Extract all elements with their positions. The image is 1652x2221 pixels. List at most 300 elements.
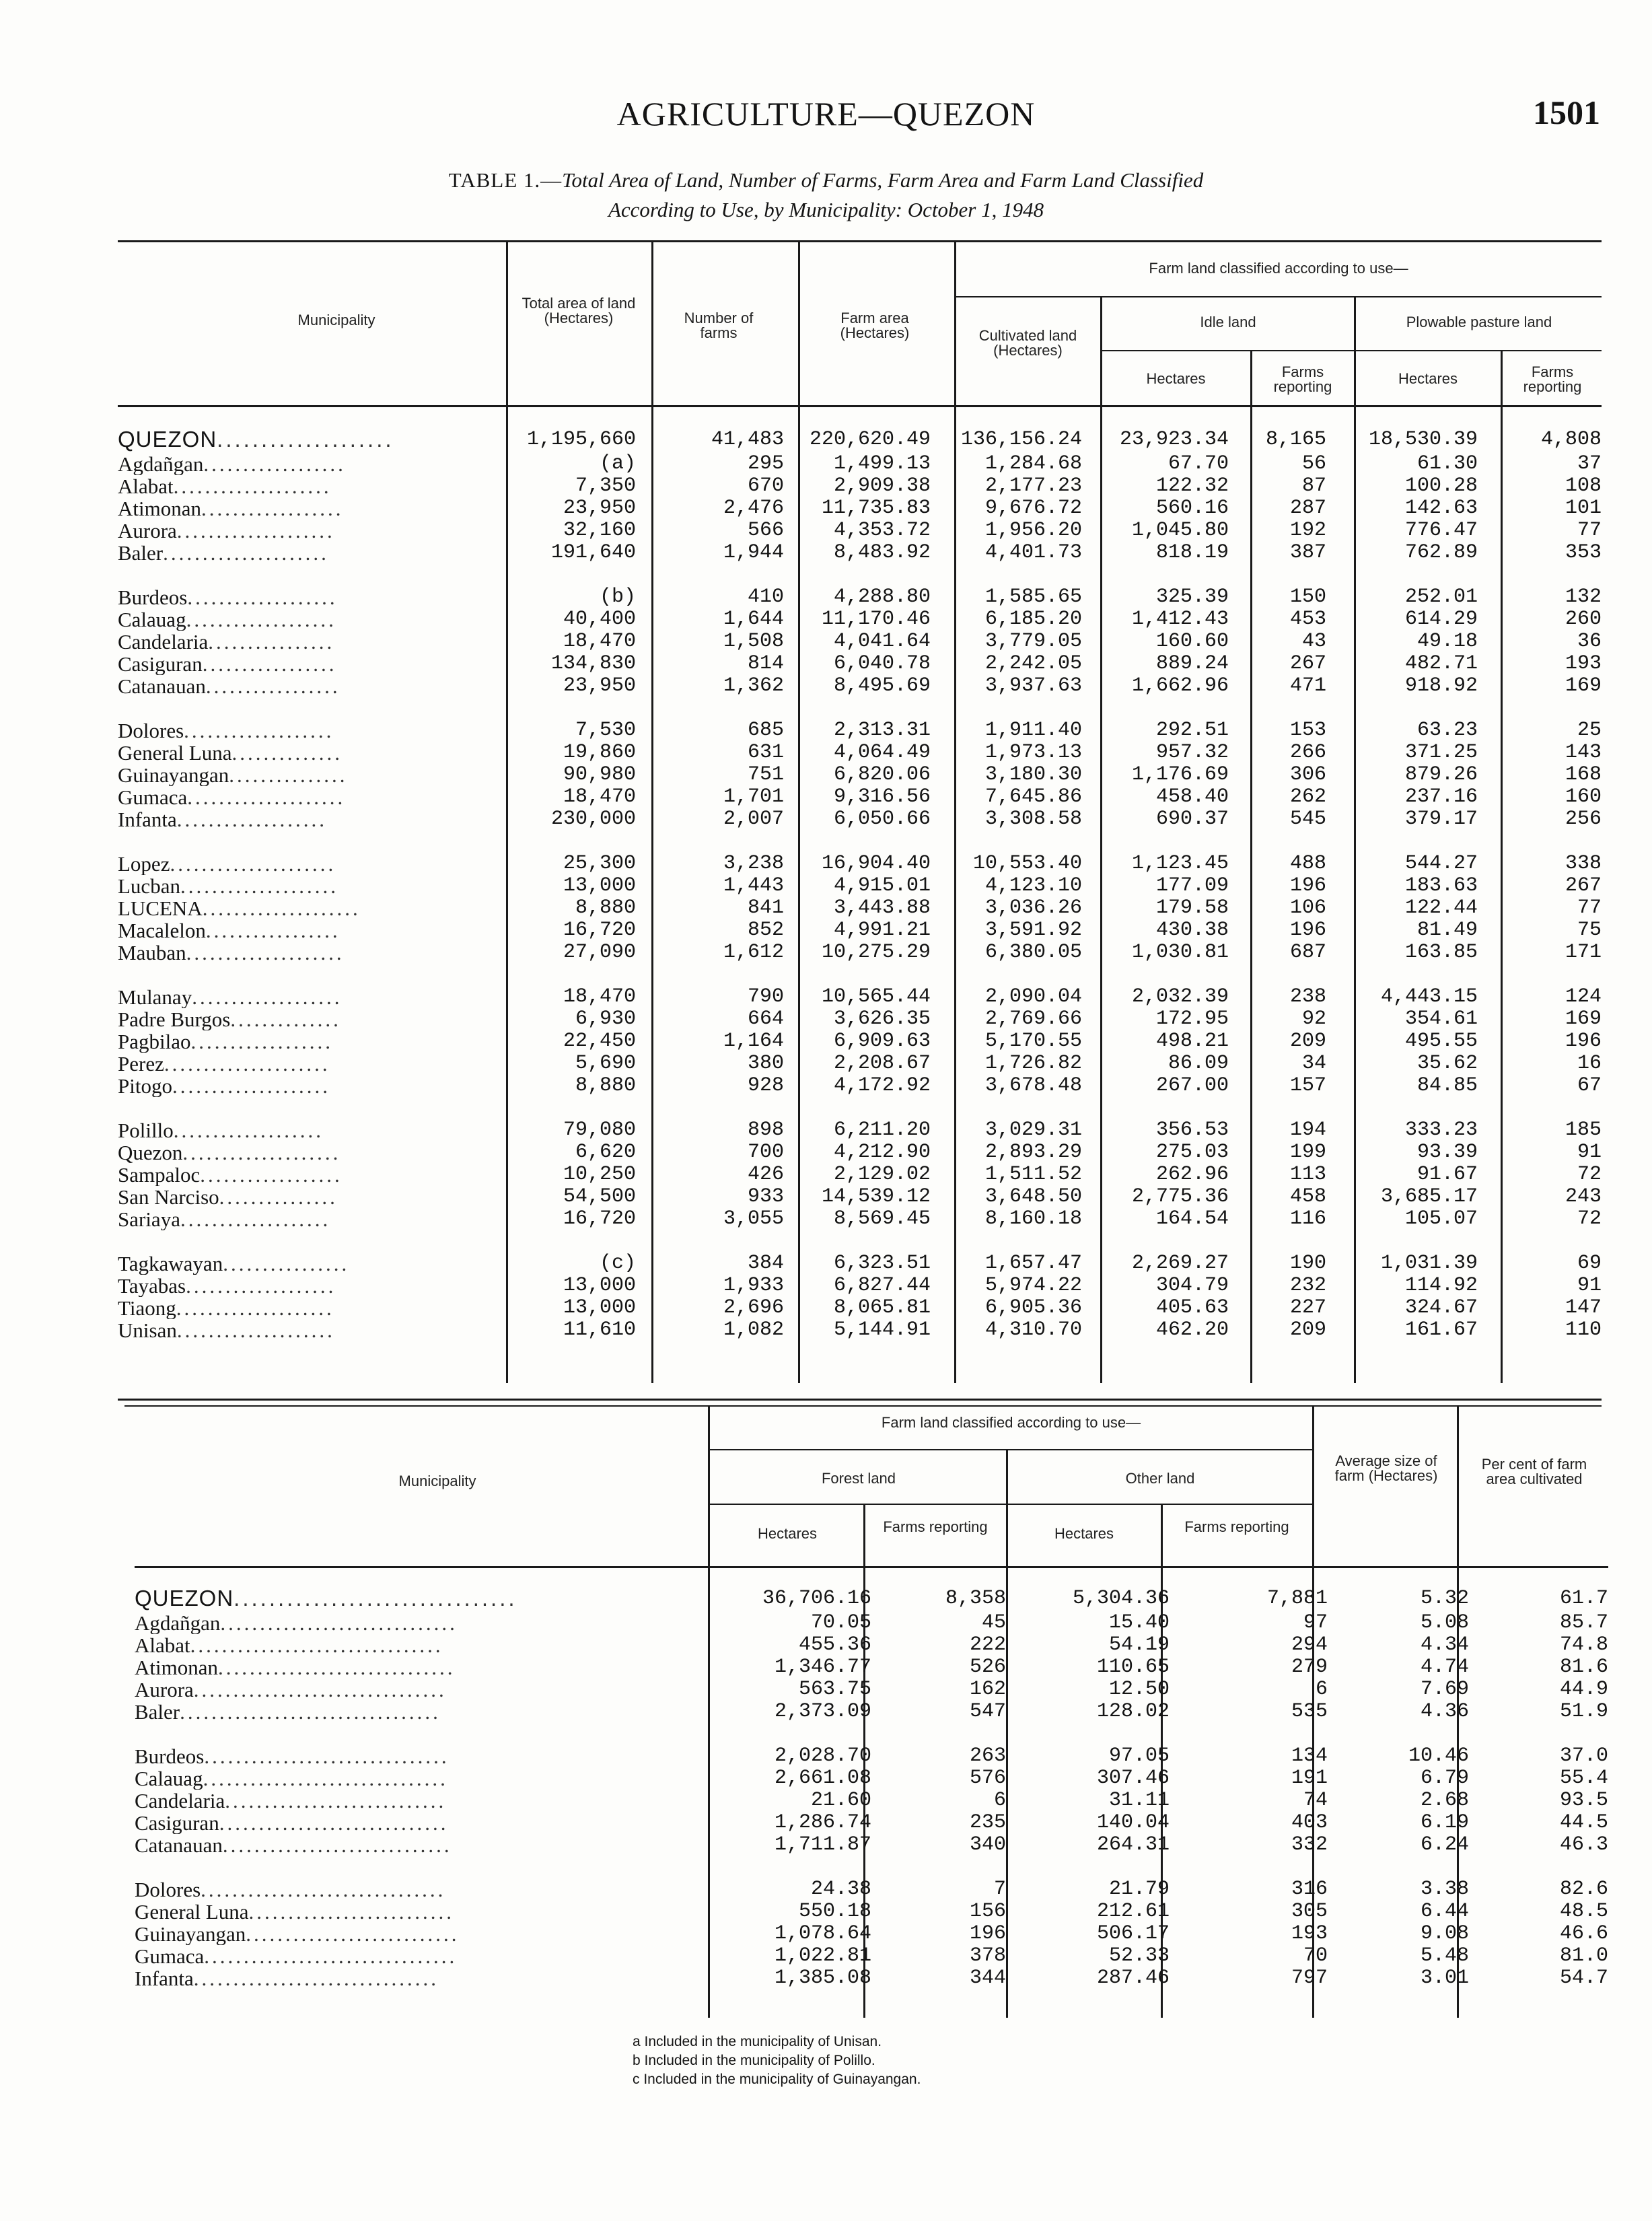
cell-value: 110 <box>1565 1319 1602 1341</box>
cell-value: 3,779.05 <box>984 631 1082 653</box>
municipality-label: Alabat <box>135 1634 190 1656</box>
cell-value: 209 <box>1289 1030 1326 1053</box>
cell-value: 2,476 <box>723 497 784 520</box>
cell-value: 670 <box>747 475 784 497</box>
cell-value: 6,185.20 <box>984 608 1082 631</box>
cell-value: 576 <box>969 1767 1006 1790</box>
cell-value: 2,893.29 <box>984 1141 1082 1164</box>
cell-value: 5,974.22 <box>984 1275 1082 1297</box>
cell-value: 185 <box>1565 1119 1602 1141</box>
leader-dots: .......................... <box>248 1901 455 1923</box>
cell-value: 212.61 <box>1096 1901 1170 1923</box>
table-row <box>118 919 1602 942</box>
cell-value: 4,310.70 <box>984 1319 1082 1341</box>
cell-value: 1,701 <box>723 786 784 808</box>
cell-value: 237.16 <box>1404 786 1478 808</box>
cell-value: 8,160.18 <box>984 1208 1082 1230</box>
municipality-label: Guinayangan <box>135 1923 246 1945</box>
cell-value: 136,156.24 <box>960 428 1082 451</box>
cell-value: 482.71 <box>1404 653 1478 675</box>
leader-dots: .................. <box>201 497 344 520</box>
cell-value: 3,937.63 <box>984 675 1082 697</box>
cell-value: 2,090.04 <box>984 986 1082 1008</box>
header2-classified: Farm land classified according to use— <box>881 1414 1141 1431</box>
municipality-name <box>118 1008 506 1030</box>
municipality-name <box>118 897 506 919</box>
municipality-label: Catanauan <box>135 1834 223 1856</box>
table-row <box>135 1679 1608 1701</box>
cell-value: 405.63 <box>1155 1297 1229 1319</box>
cell-value: 16,720 <box>563 919 636 942</box>
cell-value: 13,000 <box>563 1275 636 1297</box>
table2-body <box>135 1585 1608 1989</box>
cell-value: 2,242.05 <box>984 653 1082 675</box>
cell-value: 19,860 <box>563 742 636 764</box>
municipality-label: Casiguran <box>118 653 203 675</box>
spacer-cell <box>118 697 1602 719</box>
cell-value: 8,358 <box>945 1587 1006 1610</box>
cell-value: 9,316.56 <box>833 786 931 808</box>
municipality-label: LUCENA <box>118 897 203 919</box>
cell-value: 563.75 <box>798 1679 871 1701</box>
cell-value: 252.01 <box>1404 586 1478 608</box>
cell-value: 238 <box>1289 986 1326 1008</box>
municipality-label: Gumaca <box>118 786 188 808</box>
cell-value: 371.25 <box>1404 742 1478 764</box>
cell-value: 458 <box>1289 1186 1326 1208</box>
cell-value: 93.5 <box>1559 1790 1608 1812</box>
cell-value: 5,304.36 <box>1072 1587 1170 1610</box>
cell-value: 46.6 <box>1559 1923 1608 1945</box>
leader-dots: ................... <box>180 1208 331 1230</box>
cell-value: 37 <box>1577 453 1602 475</box>
cell-value: 1,956.20 <box>984 520 1082 542</box>
municipality-label: Agdañgan <box>118 453 204 475</box>
cell-value: 1,082 <box>723 1319 784 1341</box>
cell-value: 160.60 <box>1155 631 1229 653</box>
municipality-label: Tiaong <box>118 1297 176 1319</box>
cell-value: 1,078.64 <box>774 1923 871 1945</box>
leader-dots: ................................ <box>204 1945 458 1967</box>
municipality-name <box>118 919 506 942</box>
municipality-label: Atimonan <box>118 497 201 520</box>
cell-value: 8,065.81 <box>833 1297 931 1319</box>
municipality-name <box>118 520 506 542</box>
municipality-name <box>118 1030 506 1053</box>
municipality-name <box>135 1701 708 1723</box>
cell-value: 1,443 <box>723 875 784 897</box>
running-head: AGRICULTURE—QUEZON <box>616 95 1036 133</box>
cell-value: 12.50 <box>1108 1679 1170 1701</box>
cell-value: 70.05 <box>810 1612 871 1634</box>
cell-value: 160 <box>1565 786 1602 808</box>
leader-dots: ............................. <box>219 1812 449 1834</box>
municipality-label: Infanta <box>135 1967 194 1989</box>
municipality-name <box>118 1075 506 1097</box>
cell-value: 898 <box>747 1119 784 1141</box>
cell-value: 2,177.23 <box>984 475 1082 497</box>
cell-value: 92 <box>1301 1008 1326 1030</box>
cell-value: 2,129.02 <box>833 1164 931 1186</box>
municipality-name <box>135 1767 708 1790</box>
cell-value: 1,585.65 <box>984 586 1082 608</box>
cell-value: 3,443.88 <box>833 897 931 919</box>
cell-value: 8,483.92 <box>833 542 931 564</box>
cell-value: 4.36 <box>1420 1701 1469 1723</box>
group-spacer <box>118 564 1602 586</box>
cell-value: 122.32 <box>1155 475 1229 497</box>
leader-dots: ................................ <box>193 1679 447 1701</box>
table-row <box>118 586 1602 608</box>
cell-value: 232 <box>1289 1275 1326 1297</box>
leader-dots: .................. <box>203 453 346 475</box>
table1-body <box>118 426 1602 1341</box>
cell-value: 3,055 <box>723 1208 784 1230</box>
cell-value: 410 <box>747 586 784 608</box>
table-row <box>118 1141 1602 1164</box>
cell-value: 46.3 <box>1559 1834 1608 1856</box>
leader-dots: ..................... <box>170 853 336 875</box>
municipality-name <box>135 1656 708 1679</box>
cell-value: 1,662.96 <box>1131 675 1229 697</box>
municipality-name <box>118 742 506 764</box>
municipality-name <box>135 1790 708 1812</box>
cell-value: 1,973.13 <box>984 742 1082 764</box>
municipality-label: Perez <box>118 1053 164 1075</box>
cell-value: 134 <box>1291 1745 1328 1767</box>
table-row <box>135 1901 1608 1923</box>
municipality-label: Sampaloc <box>118 1164 201 1186</box>
header-total-area: Total area of land (Hectares) <box>522 295 636 326</box>
cell-value: 18,530.39 <box>1368 428 1478 451</box>
municipality-label: Atimonan <box>135 1656 218 1679</box>
municipality-name <box>118 475 506 497</box>
cell-value: 61.7 <box>1559 1587 1608 1610</box>
cell-value: 262.96 <box>1155 1164 1229 1186</box>
municipality-name <box>118 497 506 520</box>
municipality-label: Alabat <box>118 475 174 497</box>
table-row <box>135 1878 1608 1901</box>
cell-value: 1,933 <box>723 1275 784 1297</box>
leader-dots: ................... <box>186 1275 336 1297</box>
cell-value: 91 <box>1577 1141 1602 1164</box>
table-separator-rule <box>124 1405 1602 1407</box>
cell-value: 18,470 <box>563 986 636 1008</box>
cell-value: 9,676.72 <box>984 497 1082 520</box>
group-spacer <box>118 1097 1602 1119</box>
cell-value: 1,499.13 <box>833 453 931 475</box>
municipality-label: Polillo <box>118 1119 174 1141</box>
header-municipality: Municipality <box>297 312 375 328</box>
cell-value: 156 <box>969 1901 1006 1923</box>
cell-value: 3,180.30 <box>984 764 1082 786</box>
table-row <box>118 653 1602 675</box>
leader-dots: ................ <box>208 631 335 653</box>
cell-value: 122.44 <box>1404 897 1478 919</box>
municipality-label: Dolores <box>118 719 184 742</box>
cell-value: 124 <box>1565 986 1602 1008</box>
table-row <box>135 1745 1608 1767</box>
cell-value: 196 <box>1289 919 1326 942</box>
cell-value: 852 <box>747 919 784 942</box>
cell-value: 192 <box>1289 520 1326 542</box>
table2-header-bottom-rule <box>135 1566 1608 1568</box>
municipality-label: Aurora <box>135 1679 194 1701</box>
cell-value: 324.67 <box>1404 1297 1478 1319</box>
cell-value: 2,208.67 <box>833 1053 931 1075</box>
cell-value: 56 <box>1301 453 1326 475</box>
cell-value: 1,123.45 <box>1131 853 1229 875</box>
cell-value: 498.21 <box>1155 1030 1229 1053</box>
cell-value: 52.33 <box>1108 1945 1170 1967</box>
cell-value: 40,400 <box>563 608 636 631</box>
cell-value: 1,286.74 <box>774 1812 871 1834</box>
table-row <box>118 453 1602 475</box>
cell-value: 91.67 <box>1416 1164 1478 1186</box>
cell-value: 7,350 <box>575 475 636 497</box>
municipality-label: Mauban <box>118 942 186 964</box>
cell-value: 4,808 <box>1540 428 1602 451</box>
cell-value: 4,064.49 <box>833 742 931 764</box>
municipality-label: Lucban <box>118 875 180 897</box>
cell-value: 11,610 <box>563 1319 636 1341</box>
cell-value: 2,696 <box>723 1297 784 1319</box>
header-idle-hectares: Hectares <box>1146 370 1206 387</box>
table-row <box>135 1790 1608 1812</box>
cell-value: 114.92 <box>1404 1275 1478 1297</box>
cell-value: 933 <box>747 1186 784 1208</box>
table-row <box>135 1923 1608 1945</box>
leader-dots: ................... <box>187 586 338 608</box>
cell-value: 31.11 <box>1108 1790 1170 1812</box>
leader-dots: ................... <box>184 719 334 742</box>
cell-value: 163.85 <box>1404 942 1478 964</box>
cell-value: 287.46 <box>1096 1967 1170 1989</box>
cell-value: 5,144.91 <box>833 1319 931 1341</box>
cell-value: 354.61 <box>1404 1008 1478 1030</box>
footnote: c Included in the municipality of Guinayangan. <box>633 2072 921 2087</box>
cell-value: 172.95 <box>1155 1008 1229 1030</box>
cell-value: 7,645.86 <box>984 786 1082 808</box>
cell-value: 3,591.92 <box>984 919 1082 942</box>
cell-value: 690.37 <box>1155 808 1229 831</box>
cell-value: 256 <box>1565 808 1602 831</box>
table-row <box>118 808 1602 831</box>
cell-value: 1,346.77 <box>774 1656 871 1679</box>
footnote: b Included in the municipality of Polillo. <box>633 2053 875 2068</box>
cell-value: 168 <box>1565 764 1602 786</box>
cell-value: 49.18 <box>1416 631 1478 653</box>
table-row <box>135 1967 1608 1989</box>
municipality-name <box>118 1164 506 1186</box>
municipality-label: Mulanay <box>118 986 192 1008</box>
leader-dots: ................. <box>205 675 340 697</box>
cell-value: 69 <box>1577 1253 1602 1275</box>
cell-value: 458.40 <box>1155 786 1229 808</box>
total-row <box>118 426 1602 453</box>
cell-value: 535 <box>1291 1701 1328 1723</box>
cell-value: 566 <box>747 520 784 542</box>
cell-value: 2,028.70 <box>774 1745 871 1767</box>
municipality-label: Padre Burgos <box>118 1008 231 1030</box>
leader-dots: .................... <box>180 875 338 897</box>
cell-value: 762.89 <box>1404 542 1478 564</box>
cell-value: 462.20 <box>1155 1319 1229 1341</box>
leader-dots: .................... <box>187 786 346 808</box>
municipality-label: Quezon <box>118 1141 183 1164</box>
cell-value: 1,045.80 <box>1131 520 1229 542</box>
cell-value: 199 <box>1289 1141 1326 1164</box>
header-farm-area: Farm area (Hectares) <box>840 310 910 341</box>
cell-value: (a) <box>599 453 636 475</box>
cell-value: 227 <box>1289 1297 1326 1319</box>
cell-value: 263 <box>969 1745 1006 1767</box>
table-row <box>135 1701 1608 1723</box>
cell-value: 879.26 <box>1404 764 1478 786</box>
cell-value: 16 <box>1577 1053 1602 1075</box>
cell-value: 15.40 <box>1108 1612 1170 1634</box>
cell-value: 23,950 <box>563 675 636 697</box>
cell-value: 157 <box>1289 1075 1326 1097</box>
cell-value: 220,620.49 <box>809 428 931 451</box>
spacer-cell <box>135 1856 1608 1878</box>
cell-value: 403 <box>1291 1812 1328 1834</box>
cell-value: 128.02 <box>1096 1701 1170 1723</box>
cell-value: 1,612 <box>723 942 784 964</box>
leader-dots: ................ <box>223 1253 350 1275</box>
cell-value: 2,007 <box>723 808 784 831</box>
municipality-label: Macalelon <box>118 919 206 942</box>
cell-value: 70 <box>1303 1945 1328 1967</box>
cell-value: 3,626.35 <box>833 1008 931 1030</box>
cell-value: 61.30 <box>1416 453 1478 475</box>
cell-value: 797 <box>1291 1967 1328 1989</box>
cell-value: 4,353.72 <box>833 520 931 542</box>
cell-value: 4,172.92 <box>833 1075 931 1097</box>
municipality-name <box>118 1119 506 1141</box>
group-spacer <box>118 964 1602 986</box>
table-title-line1: Total Area of Land, Number of Farms, Farm Area and Farm Land Classified <box>562 168 1204 192</box>
municipality-name <box>118 986 506 1008</box>
cell-value: 77 <box>1577 897 1602 919</box>
cell-value: 140.04 <box>1096 1812 1170 1834</box>
municipality-label: General Luna <box>135 1901 249 1923</box>
cell-value: 16,904.40 <box>821 853 931 875</box>
cell-value: 471 <box>1289 675 1326 697</box>
cell-value: 7 <box>993 1878 1006 1901</box>
cell-value: 344 <box>969 1967 1006 1989</box>
cell-value: 191,640 <box>550 542 636 564</box>
cell-value: 687 <box>1289 942 1326 964</box>
spacer-cell <box>135 1723 1608 1745</box>
cell-value: 957.32 <box>1155 742 1229 764</box>
table2-classified-rule <box>710 1449 1312 1450</box>
municipality-name <box>118 453 506 475</box>
municipality-name <box>135 1878 708 1901</box>
cell-value: 6,620 <box>575 1141 636 1164</box>
cell-value: 5.48 <box>1420 1945 1469 1967</box>
header2-municipality: Municipality <box>398 1473 476 1489</box>
leader-dots: .................... <box>176 1297 334 1319</box>
cell-value: 13,000 <box>563 1297 636 1319</box>
cell-value: 1,284.68 <box>984 453 1082 475</box>
cell-value: 889.24 <box>1155 653 1229 675</box>
cell-value: 544.27 <box>1404 853 1478 875</box>
cell-value: 2,769.66 <box>984 1008 1082 1030</box>
table-row <box>118 1186 1602 1208</box>
municipality-label: Pagbilao <box>118 1030 191 1053</box>
municipality-name <box>118 808 506 831</box>
municipality-label: Lopez <box>118 853 170 875</box>
leader-dots: ................................ <box>234 1586 517 1611</box>
leader-dots: ............................... <box>201 1878 446 1901</box>
cell-value: 316 <box>1291 1878 1328 1901</box>
leader-dots: ............... <box>229 764 348 786</box>
leader-dots: ........................... <box>246 1923 460 1945</box>
cell-value: 10,565.44 <box>821 986 931 1008</box>
cell-value: 6,905.36 <box>984 1297 1082 1319</box>
municipality-label: Burdeos <box>135 1745 205 1767</box>
table-row <box>118 1319 1602 1341</box>
cell-value: 24.38 <box>810 1878 871 1901</box>
cell-value: 134,830 <box>550 653 636 675</box>
cell-value: 506.17 <box>1096 1923 1170 1945</box>
cell-value: 5.32 <box>1420 1587 1469 1610</box>
cell-value: 275.03 <box>1155 1141 1229 1164</box>
leader-dots: ................................. <box>180 1701 441 1723</box>
cell-value: 86.09 <box>1168 1053 1229 1075</box>
cell-value: 1,176.69 <box>1131 764 1229 786</box>
cell-value: 18,470 <box>563 786 636 808</box>
municipality-name <box>118 675 506 697</box>
table-caption <box>202 166 1450 225</box>
cell-value: 267 <box>1565 875 1602 897</box>
cell-value: 153 <box>1289 719 1326 742</box>
cell-value: 230,000 <box>550 808 636 831</box>
table-row <box>135 1634 1608 1656</box>
cell-value: 356.53 <box>1155 1119 1229 1141</box>
cell-value: 1,195,660 <box>526 428 636 451</box>
cell-value: 54.19 <box>1108 1634 1170 1656</box>
cell-value: 1,711.87 <box>774 1834 871 1856</box>
municipality-label: Agdañgan <box>135 1612 221 1634</box>
municipality-name <box>118 1208 506 1230</box>
cell-value: 14,539.12 <box>821 1186 931 1208</box>
cell-value: 37.0 <box>1559 1745 1608 1767</box>
header2-other-farms: Farms reporting <box>1184 1518 1289 1535</box>
municipality-name <box>118 942 506 964</box>
leader-dots: .............................. <box>218 1656 456 1679</box>
municipality-label: Baler <box>118 542 164 564</box>
cell-value: 6,323.51 <box>833 1253 931 1275</box>
cell-value: 338 <box>1565 853 1602 875</box>
table-row <box>118 719 1602 742</box>
cell-value: 3.01 <box>1420 1967 1469 1989</box>
cell-value: 67.70 <box>1168 453 1229 475</box>
table-row <box>118 897 1602 919</box>
cell-value: 306 <box>1289 764 1326 786</box>
cell-value: 264.31 <box>1096 1834 1170 1856</box>
cell-value: 3,036.26 <box>984 897 1082 919</box>
leader-dots: ............................... <box>203 1767 448 1790</box>
header2-forest-land: Forest land <box>821 1470 896 1487</box>
cell-value: 2,661.08 <box>774 1767 871 1790</box>
cell-value: 6.79 <box>1420 1767 1469 1790</box>
cell-value: 147 <box>1565 1297 1602 1319</box>
cell-value: 918.92 <box>1404 675 1478 697</box>
cell-value: 36 <box>1577 631 1602 653</box>
municipality-name <box>118 426 506 453</box>
